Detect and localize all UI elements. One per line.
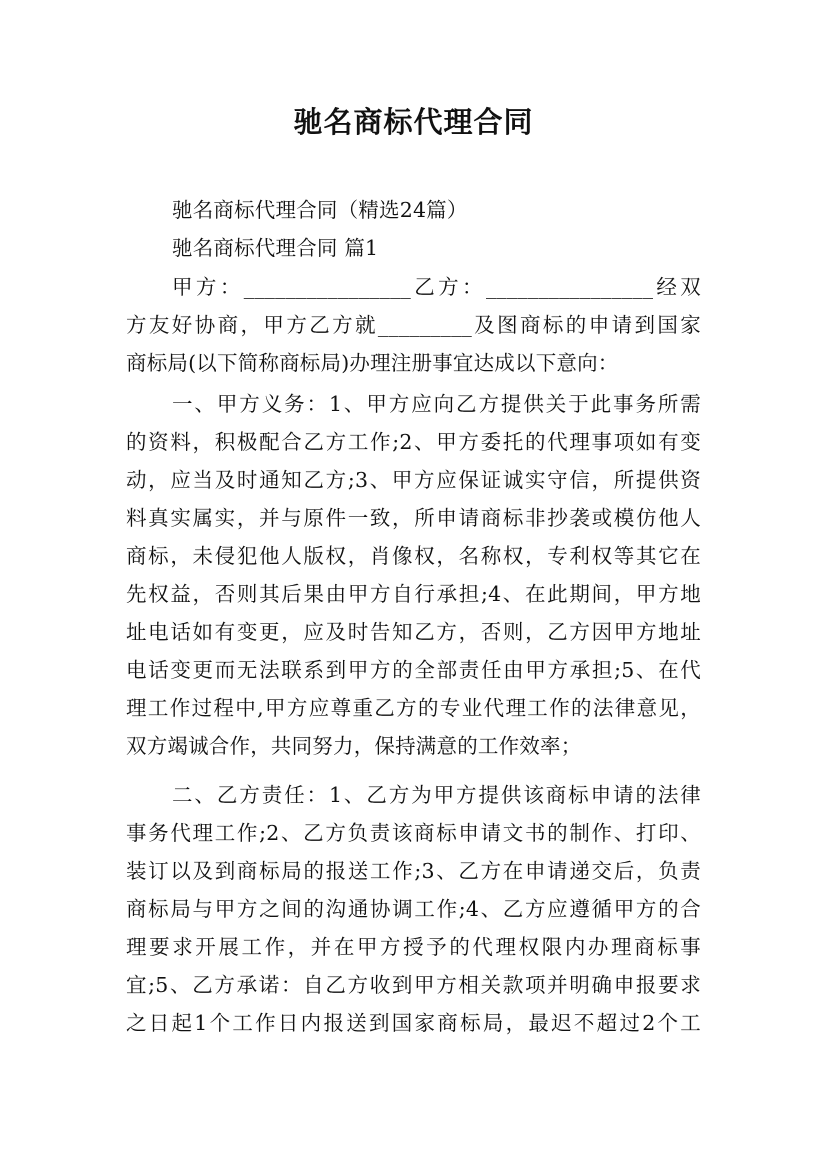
paragraph-line: 理工作过程中,甲方应尊重乙方的专业代理工作的法律意见，: [126, 696, 701, 720]
paragraph-line: 的资料，积极配合乙方工作;2、甲方委托的代理事项如有变: [126, 430, 701, 454]
paragraph-line: 一、甲方义务：1、甲方应向乙方提供关于此事务所需: [172, 392, 701, 416]
document-subtitle: 驰名商标代理合同（精选24篇）: [172, 198, 468, 222]
paragraph-line: 料真实属实，并与原件一致，所申请商标非抄袭或模仿他人: [126, 506, 701, 530]
paragraph-line: 装订以及到商标局的报送工作;3、乙方在申请递交后，负责: [126, 859, 701, 883]
section-heading: 驰名商标代理合同 篇1: [172, 236, 379, 260]
paragraph-line: 理要求开展工作，并在甲方授予的代理权限内办理商标事: [126, 935, 701, 959]
paragraph-line: 商标局与甲方之间的沟通协调工作;4、乙方应遵循甲方的合: [126, 897, 701, 921]
document-title: 驰名商标代理合同: [293, 105, 534, 139]
paragraph-line: 双方竭诚合作，共同努力，保持满意的工作效率；: [126, 734, 582, 758]
paragraph-line: 先权益，否则其后果由甲方自行承担;4、在此期间，甲方地: [126, 582, 701, 606]
paragraph-line: 之日起1个工作日内报送到国家商标局，最迟不超过2个工: [126, 1011, 701, 1035]
paragraph-line: 方友好协商，甲方乙方就_________及图商标的申请到国家: [126, 313, 701, 337]
paragraph-line: 事务代理工作;2、乙方负责该商标申请文书的制作、打印、: [126, 821, 701, 845]
paragraph-line: 动，应当及时通知乙方;3、甲方应保证诚实守信，所提供资: [126, 468, 701, 492]
paragraph-line: 二、乙方责任：1、乙方为甲方提供该商标申请的法律: [172, 783, 701, 807]
paragraph-line: 商标，未侵犯他人版权，肖像权，名称权，专利权等其它在: [126, 544, 701, 568]
paragraph-line: 址电话如有变更，应及时告知乙方，否则，乙方因甲方地址: [126, 620, 701, 644]
paragraph-line: 甲方：________________乙方：________________经双: [172, 275, 701, 299]
paragraph-line: 电话变更而无法联系到甲方的全部责任由甲方承担;5、在代: [126, 658, 701, 682]
paragraph-line: 宜;5、乙方承诺：自乙方收到甲方相关款项并明确申报要求: [126, 973, 701, 997]
paragraph-line: 商标局(以下简称商标局)办理注册事宜达成以下意向：: [126, 351, 619, 375]
